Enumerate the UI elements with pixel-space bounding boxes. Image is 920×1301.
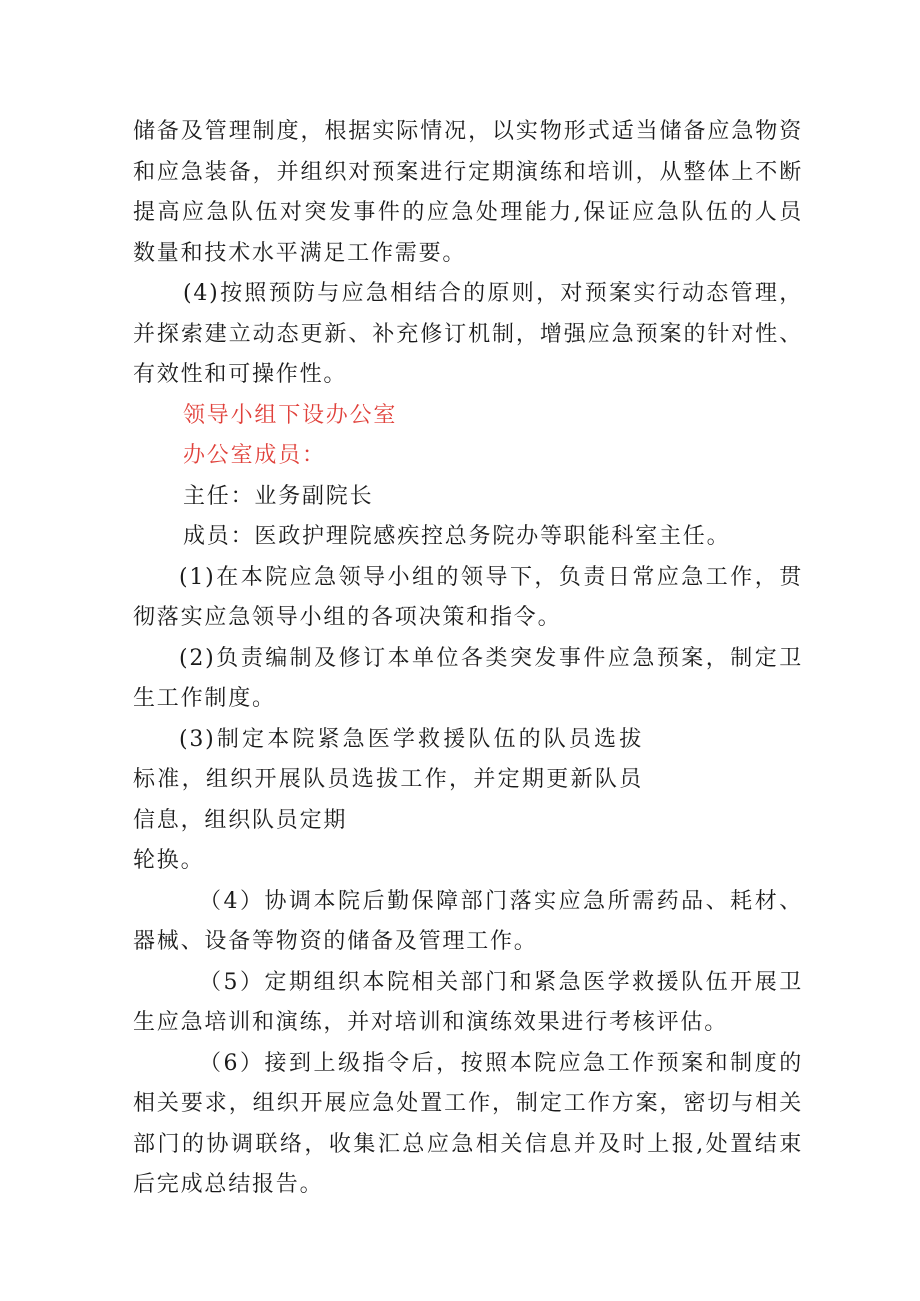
paragraph-item-4-dynamic-management: (4)按照预防与应急相结合的原则，对预案实行动态管理，并探索建立动态更新、补充修订机制，增强应急预案的针对性、有效性和可操作性。: [133, 281, 803, 387]
document-body: [133, 112, 803, 1206]
paragraph-item-2: (2)负责编制及修订本单位各类突发事件应急预案，制定卫生工作制度。: [133, 645, 803, 711]
line-director: 主任：业务副院长: [183, 483, 374, 509]
paragraph-item-4-logistics: （4）协调本院后勤保障部门落实应急所需药品、耗材、器械、设备等物资的储备及管理工作。: [133, 888, 803, 954]
paragraph-item-1: (1)在本院应急领导小组的领导下，负责日常应急工作，贯彻落实应急领导小组的各项决策和指令。: [133, 564, 803, 630]
line-members: 成员：医政护理院感疾控总务院办等职能科室主任。: [183, 524, 731, 549]
heading-office-setup: 领导小组下设办公室: [183, 402, 398, 428]
paragraph-item-5-training: （5）定期组织本院相关部门和紧急医学救援队伍开展卫生应急培训和演练，并对培训和演练效果进行考核评估。: [133, 969, 803, 1035]
paragraph-reserve-management: 储备及管理制度，根据实际情况，以实物形式适当储备应急物资和应急装备，并组织对预案进行定期演练和培训，从整体上不断提高应急队伍对突发事件的应急处理能力,保证应急队伍的人员数量和技术水平满足工作需要。: [133, 119, 803, 266]
paragraph-item-3: (3)制定本院紧急医学救援队伍的队员选拔标准，组织开展队员选拔工作，并定期更新队员信息，组织队员定期: [133, 726, 643, 833]
paragraph-item-3-continued: 轮换。: [133, 848, 205, 873]
heading-office-members: 办公室成员：: [183, 443, 326, 468]
paragraph-item-6-response: （6）接到上级指令后，按照本院应急工作预案和制度的相关要求，组织开展应急处置工作，制定工作方案，密切与相关部门的协调联络，收集汇总应急相关信息并及时上报,处置结束后完成总结报告。: [133, 1050, 803, 1197]
